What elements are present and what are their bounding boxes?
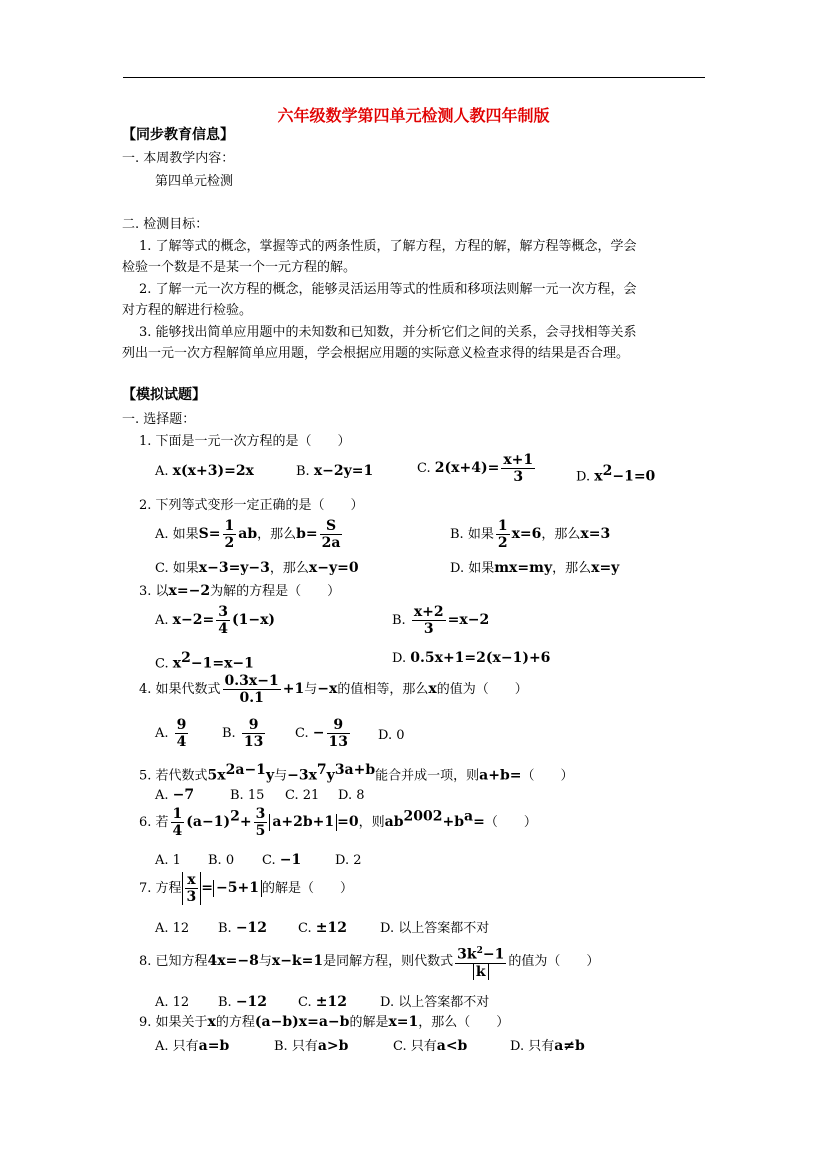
- q3-option-c: C. $x^2-1=x-1$: [155, 650, 254, 672]
- q4-option-a: A. $\frac{9}{4}$: [155, 717, 187, 750]
- item-1-heading: 一. 本周教学内容：: [122, 151, 235, 166]
- page-title: 六年级数学第四单元检测人教四年制版: [277, 106, 550, 125]
- q2-option-c: C. 如果x−3=y−3，那么x−y=0: [155, 560, 359, 576]
- q4-option-b: B. $\frac{9}{13}$: [222, 717, 264, 750]
- question-8: 8. 已知方程4x=−8与x−k=1是同解方程，则代数式 $\frac{3k^2-1}{k}$ 的值为（ ）: [139, 943, 599, 980]
- q1-option-b: B. x−2y=1: [296, 463, 374, 479]
- q4-option-d: D. 0: [378, 728, 405, 743]
- item-2-heading: 二. 检测目标：: [122, 217, 209, 232]
- choice-heading: 一. 选择题：: [122, 412, 196, 427]
- q8-option-b: B. −12: [218, 994, 268, 1010]
- goal-1-line-a: 1. 了解等式的概念，掌握等式的两条性质，了解方程，方程的解，解方程等概念，学会: [139, 239, 637, 254]
- section-heading-mock: 【模拟试题】: [122, 387, 206, 403]
- goal-2-line-b: 对方程的解进行检验。: [122, 303, 253, 318]
- section-heading-sync: 【同步教育信息】: [122, 127, 234, 143]
- q5-option-d: D. 8: [338, 788, 365, 803]
- q3-option-a: A. x−2= $\frac{3}{4}$ (1−x): [155, 604, 276, 637]
- question-4: 4. 如果代数式 $\frac{0.3x-1}{0.1}$ +1与−x的值相等，那么x的值为（ ）: [139, 673, 528, 706]
- question-6: 6. 若 $\frac{1}{4}$ $(a-1)^2+$ $\frac{3}{5}$ a+2b+1 =0，则$ab^{2002}+b^a=$（ ）: [139, 806, 537, 839]
- question-9: 9. 如果关于x的方程(a−b)x=a−b的解是x=1，那么（ ）: [139, 1014, 510, 1030]
- q8-option-a: A. 12: [155, 995, 190, 1010]
- q3-option-d: D. 0.5x+1=2(x−1)+6: [392, 650, 551, 666]
- q3-option-b: B. $\frac{x+2}{3}$ =x−2: [392, 604, 490, 637]
- question-5: 5. 若代数式$5x^{2a-1}y$与$-3x^7y^{3a+b}$能合并成一项，则a+b=（ ）: [139, 762, 574, 784]
- question-1: 1. 下面是一元一次方程的是（ ）: [139, 434, 351, 449]
- q4-option-c: C. − $\frac{9}{13}$: [295, 717, 348, 750]
- q7-option-d: D. 以上答案都不对: [380, 921, 490, 936]
- question-2: 2. 下列等式变形一定正确的是（ ）: [139, 498, 364, 513]
- q2-option-b: B. 如果 $\frac{1}{2}$ x=6，那么x=3: [450, 518, 611, 551]
- q2-option-d: D. 如果mx=my，那么x=y: [450, 560, 620, 576]
- q5-option-a: A. −7: [155, 787, 195, 803]
- question-3: 3. 以x=−2为解的方程是（ ）: [139, 583, 341, 599]
- q1-option-d: D. $x^2-1=0$: [576, 463, 656, 485]
- goal-3-line-a: 3. 能够找出简单应用题中的未知数和已知数，并分析它们之间的关系，会寻找相等关系: [139, 325, 637, 340]
- q6-option-a: A. 1: [155, 853, 181, 868]
- q7-option-c: C. ±12: [298, 920, 347, 936]
- q6-option-c: C. −1: [262, 852, 302, 868]
- question-7: 7. 方程 $\frac{x}{3}$ = −5+1 的解是（ ）: [139, 872, 353, 905]
- q7-option-b: B. −12: [218, 920, 268, 936]
- goal-2-line-a: 2. 了解一元一次方程的概念，能够灵活运用等式的性质和移项法则解一元一次方程，会: [139, 282, 637, 297]
- q8-option-c: C. ±12: [298, 994, 347, 1010]
- q9-option-b: B. 只有a>b: [274, 1038, 349, 1054]
- q8-option-d: D. 以上答案都不对: [380, 995, 490, 1010]
- q9-option-a: A. 只有a=b: [155, 1038, 230, 1054]
- q6-option-b: B. 0: [208, 853, 235, 868]
- q1-option-c: C. 2(x+4)= $\frac{x+1}{3}$: [417, 452, 534, 485]
- goal-1-line-b: 检验一个数是不是某一个一元方程的解。: [122, 260, 357, 275]
- q5-option-c: C. 21: [285, 788, 320, 803]
- goal-3-line-b: 列出一元一次方程解简单应用题，学会根据应用题的实际意义检查求得的结果是否合理。: [122, 346, 630, 361]
- q2-option-a: A. 如果S= $\frac{1}{2}$ ab，那么b= $\frac{S}{2a}$: [155, 518, 341, 551]
- q7-option-a: A. 12: [155, 921, 190, 936]
- q9-option-d: D. 只有a≠b: [510, 1038, 585, 1054]
- q5-option-b: B. 15: [230, 788, 265, 803]
- item-1-content: 第四单元检测: [155, 174, 234, 189]
- q1-option-a: A. x(x+3)=2x: [155, 463, 254, 479]
- q9-option-c: C. 只有a<b: [393, 1038, 468, 1054]
- q6-option-d: D. 2: [335, 853, 362, 868]
- header-rule: [123, 77, 705, 78]
